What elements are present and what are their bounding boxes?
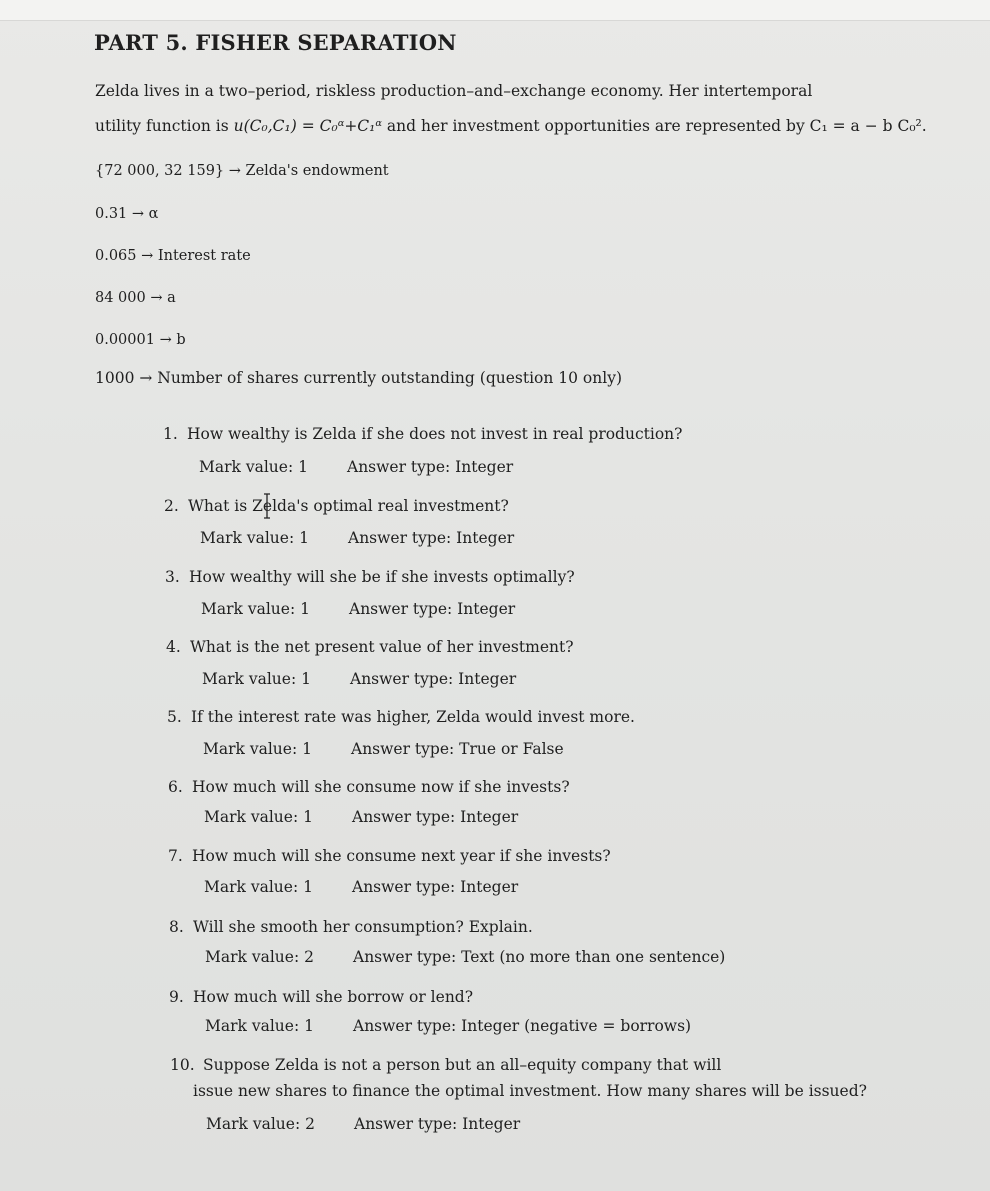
mark-value: Mark value: 1	[199, 458, 308, 476]
question-1	[163, 425, 682, 443]
question-number: 7.	[168, 847, 183, 865]
investment-formula: C₁ = a − b C₀².	[809, 117, 927, 135]
question-7-meta	[204, 878, 518, 896]
param-alpha: 0.31 → α	[95, 206, 159, 222]
question-number: 5.	[167, 708, 182, 726]
question-4-meta	[202, 670, 516, 688]
question-4	[166, 638, 574, 656]
param-interest-rate: 0.065 → Interest rate	[95, 248, 251, 264]
answer-type: Answer type: Integer	[350, 670, 517, 688]
answer-type: Answer type: Integer	[352, 878, 519, 896]
question-9	[169, 988, 473, 1006]
param-b: 0.00001 → b	[95, 332, 186, 348]
question-5	[167, 708, 635, 726]
question-8	[169, 918, 533, 936]
question-number: 6.	[168, 778, 183, 796]
answer-type: Answer type: Integer	[349, 600, 516, 618]
intro-line-2-middle: and her investment opportunities are represented by	[381, 117, 810, 135]
question-6	[168, 778, 570, 796]
param-endowment: {72 000, 32 159} → Zelda's endowment	[95, 163, 389, 179]
mark-value: Mark value: 1	[204, 808, 313, 826]
mark-value: Mark value: 1	[202, 670, 311, 688]
question-2	[164, 497, 509, 515]
question-1-meta	[199, 458, 513, 476]
param-a: 84 000 → a	[95, 290, 176, 306]
question-text: How much will she consume now if she invests?	[192, 778, 570, 796]
question-text: How wealthy will she be if she invests optimally?	[189, 568, 575, 586]
question-2-meta	[200, 529, 514, 547]
question-8-meta	[205, 948, 725, 966]
mark-value: Mark value: 1	[203, 740, 312, 758]
question-text: How wealthy is Zelda if she does not invest in real production?	[187, 425, 683, 443]
utility-formula: u(C₀,C₁) = C₀ᵅ+C₁ᵅ	[233, 117, 382, 135]
param-shares-outstanding: 1000 → Number of shares currently outstanding (question 10 only)	[95, 369, 622, 387]
answer-type: Answer type: Integer	[347, 458, 514, 476]
question-number: 2.	[164, 497, 179, 515]
question-text: What is Zelda's optimal real investment?	[188, 497, 509, 515]
question-number: 9.	[169, 988, 184, 1006]
question-6-meta	[204, 808, 518, 826]
answer-type: Answer type: Text (no more than one sentence)	[353, 948, 726, 966]
answer-type: Answer type: True or False	[351, 740, 564, 758]
question-text: What is the net present value of her investment?	[190, 638, 574, 656]
mark-value: Mark value: 1	[200, 529, 309, 547]
question-3	[165, 568, 575, 586]
text-cursor-icon	[263, 493, 271, 519]
question-9-meta	[205, 1017, 691, 1035]
page-title: PART 5. FISHER SEPARATION	[94, 30, 457, 55]
question-number: 1.	[163, 425, 178, 443]
question-7	[168, 847, 611, 865]
mark-value: Mark value: 1	[205, 1017, 314, 1035]
question-number: 3.	[165, 568, 180, 586]
question-number: 8.	[169, 918, 184, 936]
intro-line-2	[95, 117, 927, 135]
answer-type: Answer type: Integer (negative = borrows)	[353, 1017, 692, 1035]
answer-type: Answer type: Integer	[348, 529, 515, 547]
question-number: 10.	[170, 1056, 195, 1074]
question-text: How much will she borrow or lend?	[193, 988, 474, 1006]
question-10-line-2: issue new shares to finance the optimal investment. How many shares will be issued?	[193, 1082, 867, 1100]
question-3-meta	[201, 600, 515, 618]
mark-value: Mark value: 2	[206, 1115, 315, 1133]
question-text: How much will she consume next year if she invests?	[192, 847, 611, 865]
mark-value: Mark value: 1	[204, 878, 313, 896]
answer-type: Answer type: Integer	[354, 1115, 521, 1133]
answer-type: Answer type: Integer	[352, 808, 519, 826]
question-text: Suppose Zelda is not a person but an all–equity company that will	[203, 1056, 722, 1074]
mark-value: Mark value: 2	[205, 948, 314, 966]
question-text: Will she smooth her consumption? Explain.	[193, 918, 533, 936]
intro-line-1: Zelda lives in a two–period, riskless production–and–exchange economy. Her intertemporal	[95, 82, 813, 100]
question-5-meta	[203, 740, 564, 758]
question-10-meta	[206, 1115, 520, 1133]
question-10	[170, 1056, 721, 1074]
question-text: If the interest rate was higher, Zelda would invest more.	[191, 708, 635, 726]
question-number: 4.	[166, 638, 181, 656]
mark-value: Mark value: 1	[201, 600, 310, 618]
intro-line-2-prefix: utility function is	[95, 117, 234, 135]
